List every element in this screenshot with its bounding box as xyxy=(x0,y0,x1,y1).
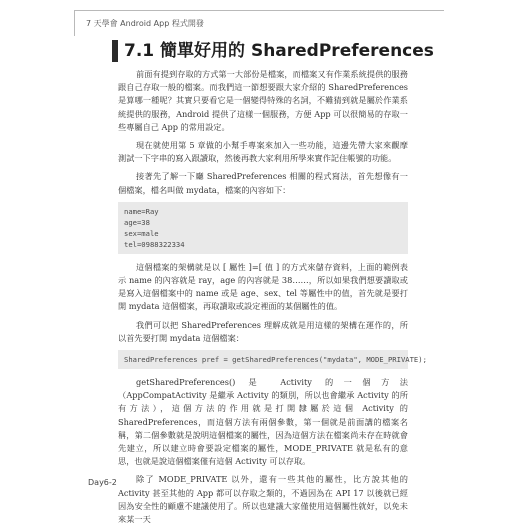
header-tick xyxy=(74,10,75,36)
paragraph: 前面有提到存取的方式第一大部份是檔案，而檔案又有作業系統提供的服務跟自己存取一般的檔案。而我們這一節想要跟大家介紹的 SharedPreferences 是算哪一種呢？其實只要看它是一個變得特殊的名詞，不難猜到就是屬於作業系統提供的服務，Android 提供了這樣一個服務，方便 App 可以很簡易的存取一些專屬自己 App 的常用設定。 xyxy=(118,69,408,132)
paragraph: 除了 MODE_PRIVATE 以外，還有一些其他的屬性，比方說其他的 Activity 甚至其他的 App 都可以存取之類的，不過因為在 API 17 以後就已經因為安全性的顧慮不建議使用了。所以也建議大家僅使用這個屬性就好，以免未來某一天 xyxy=(118,474,408,525)
paragraph: 這個檔案的架構就是以 [ 屬性 ]=[ 值 ] 的方式來儲存資料，上面的範例表示 name 的內容就是 ray，age 的內容就是 38……，所以如果我們想要讀取或是寫入這個檔案中的 name 或是 age、sex、tel 等屬性中的值，首先就是要打開 mydata 這個檔案，再取讀取或設定裡面的某個屬性的值。 xyxy=(118,261,408,312)
paragraph: getSharedPreferences() 是 Activity 的一個方法（AppCompatActivity 是繼承 Activity 的類別，所以也會繼承 Activity 的所有方法），這個方法的作用就是打開隸屬於這個 Activity 的 SharedPreferences，而這個方法有兩個參數，第一個就是前面講的檔案名稱，第二個參數就是說明這個檔案的屬性，因為這個方法在檔案尚未存在時就會先建立，所以建立時會要設定檔案的屬性，MODE_PRIVATE 就是私有的意思，也就是說這個檔案僅有這個 Activity 可以存取。 xyxy=(118,377,408,467)
code-block-shared-preferences: SharedPreferences pref = getSharedPreferences("mydata", MODE_PRIVATE); xyxy=(118,350,408,369)
paragraph: 接著先了解一下廳 SharedPreferences 相關的程式寫法，首先想像有一個檔案，檔名叫做 mydata，檔案的內容如下： xyxy=(118,171,408,195)
paragraph: 我們可以把 SharedPreferences 理解成就是用這樣的架構在運作的，所以首先要打開 mydata 這個檔案： xyxy=(118,319,408,343)
code-block-file-content: name=Ray age=38 sex=male tel=0988322334 xyxy=(118,202,408,254)
section-marker xyxy=(112,40,118,62)
running-header: 7 天學會 Android App 程式開發 xyxy=(86,19,204,28)
header-rule xyxy=(74,10,444,11)
body-text xyxy=(118,68,427,531)
paragraph: 現在就使用第 5 章做的小幫手專案來加入一些功能，這邊先帶大家來觀摩測試一下字串的寫入跟讀取，然後再教大家利用所學來實作記住帳號的功能。 xyxy=(118,140,408,164)
page-number: Day6-2 xyxy=(88,478,117,487)
section-title: 7.1 簡單好用的 SharedPreferences xyxy=(124,41,434,61)
